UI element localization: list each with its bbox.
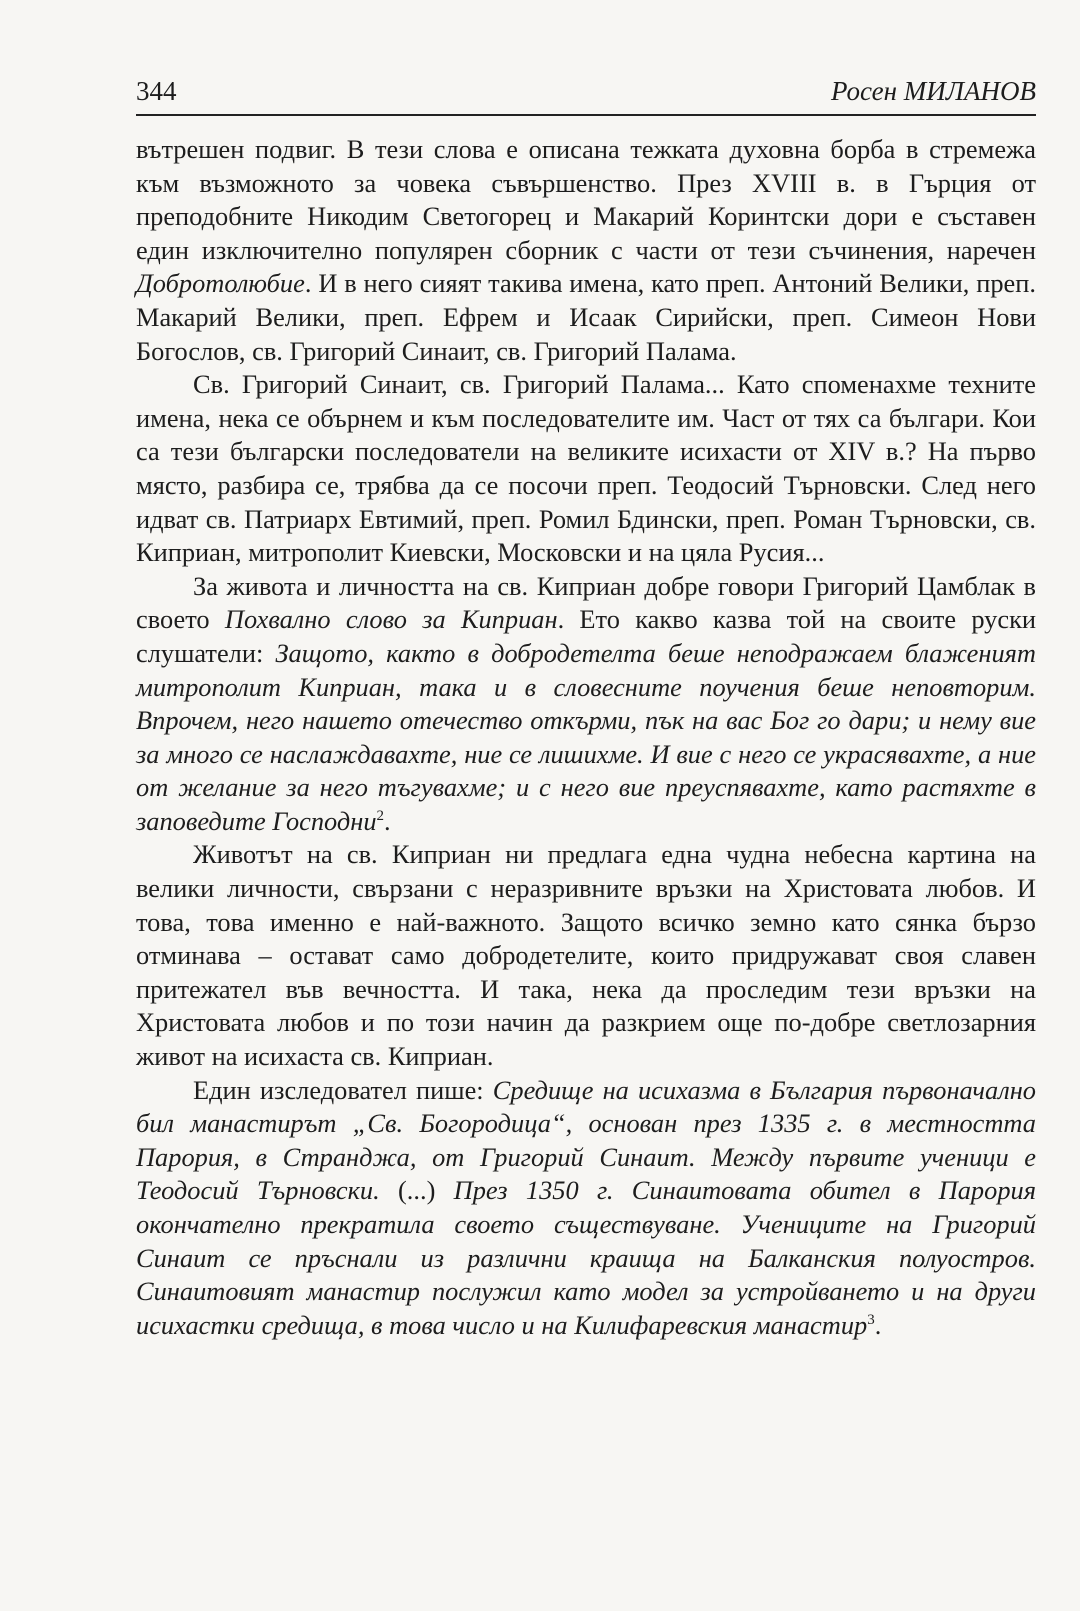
paragraph-text: За живота и личността на св. Киприан добре говори Григорий Цамблак в своето <box>136 570 1036 635</box>
quotation: Защото, както в добродетелта беше неподражаем блаженият митрополит Киприан, така и в словесните поучения беше неповторим. Впрочем, него нашето отечество откърми, пък на вас Бог го дари; и нему вие за много се наслаждавахте, ние се лишихме. И вие с него се украсявахте, а ние от желание за него тъгувахме; и с него вие преуспявахте, като растяхте в заповедите Господни <box>136 637 1036 836</box>
author-name: Росен МИЛАНОВ <box>830 76 1036 106</box>
paragraph-2 <box>136 368 1036 570</box>
paragraph-1 <box>136 133 1036 368</box>
paragraph-5 <box>136 1074 1036 1343</box>
body-text <box>136 133 1036 1342</box>
work-title: Похвално слово за Киприан <box>224 604 558 635</box>
paragraph-text: . Ето какво казва той на своите руски слушатели: <box>136 604 1037 668</box>
quotation: Средище на исихазма в България първоначално бил манастирът „Св. Богородица“, основан през 1335 г. в местността Парория, в Странджа, от Григорий Синаит. Между първите ученици е Теодосий Търновски. <box>136 1074 1036 1206</box>
paragraph-text: Св. Григорий Синаит, св. Григорий Палама... Като споменахме техните имена, нека се обърнем и към последователите им. Част от тях са българи. Кои са тези български последователи на великите исихасти от XIV в.? На първо място, разбира се, трябва да се посочи преп. Теодосий Търновски. След него идват св. Патриарх Евтимий, преп. Ромил Бдински, преп. Роман Търновски, св. Киприан, митрополит Киевски, Московски и на цяла Русия... <box>136 369 1036 568</box>
page-number: 344 <box>136 76 177 106</box>
ellipsis: (...) <box>379 1175 454 1206</box>
punctuation: . <box>384 805 391 836</box>
paragraph-4 <box>136 838 1036 1073</box>
paragraph-text: Животът на св. Киприан ни предлага една чудна небесна картина на велики личности, свързани с неразривните връзки на Христовата любов. И това, това именно е най-важното. Защото всичко земно като сянка бързо отминава – остават само добродетелите, които придружават своя славен притежател във вечността. И така, нека да проследим тези връзки на Христовата любов и по този начин да разкрием още по-добре светлозарния живот на исихаста св. Киприан. <box>136 839 1036 1072</box>
paragraph-text: Един изследовател пише: <box>193 1074 493 1105</box>
footnote-ref: 3 <box>867 1311 875 1328</box>
paragraph-3 <box>136 570 1036 839</box>
footnote-ref: 2 <box>376 808 385 825</box>
paragraph-text: вътрешен подвиг. В тези слова е описана тежката духовна борба в стремежа към възможното за човека съвършенство. През XVIII в. в Гърция от преподобните Никодим Светогорец и Макарий Коринтски дори е съставен един изключително популярен сборник с части от тези съчинения, наречен <box>136 134 1036 265</box>
punctuation: . <box>874 1309 882 1340</box>
quotation: През 1350 г. Синаитовата обител в Парория окончателно прекратила своето съществуване. Учениците на Григорий Синаит се пръснали из различни краища на Балканския полуостров. Синаитовият манастир послужил като модел за устройването и на други исихастки средища, в това число и на Килифаревския манастир <box>136 1175 1036 1340</box>
work-title: Добротолюбие <box>136 268 305 299</box>
paragraph-text: . И в него сияят такива имена, като преп. Антоний Велики, преп. Макарий Велики, преп. Ефрем и Исаак Сирийски, преп. Симеон Нови Богослов, св. Григорий Синаит, св. Григорий Палама. <box>136 268 1036 366</box>
running-header <box>136 74 1036 116</box>
